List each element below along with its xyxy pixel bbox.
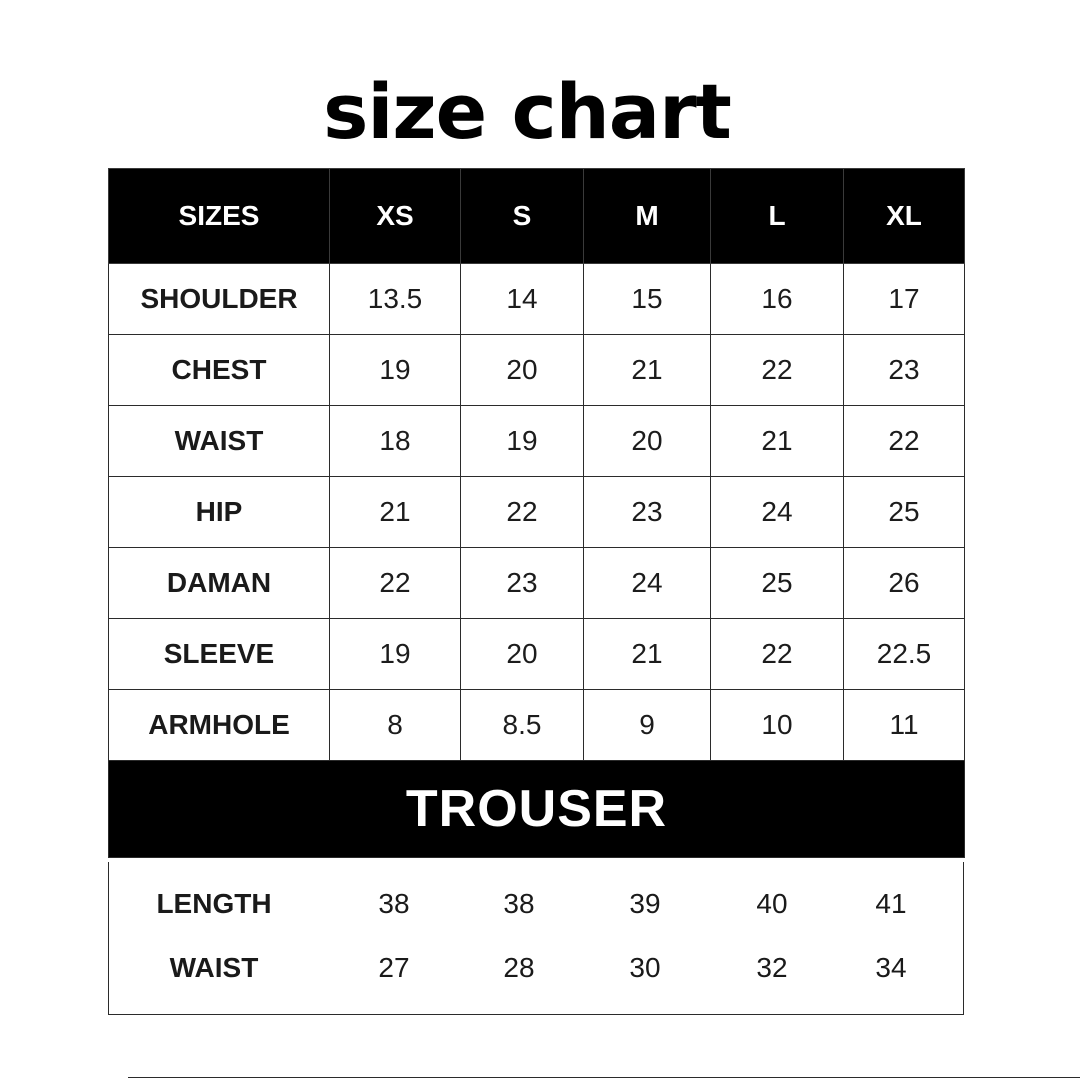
table-cell: 25: [711, 548, 844, 619]
table-cell: 27: [378, 952, 410, 983]
row-label: SLEEVE: [109, 619, 330, 690]
table-cell: 10: [711, 690, 844, 761]
table-cell: 34: [875, 952, 907, 983]
table-cell: 22: [711, 335, 844, 406]
trouser-heading-row: [109, 761, 965, 858]
table-cell: 15: [584, 264, 711, 335]
table-cell: 23: [461, 548, 584, 619]
row-label: WAIST: [169, 952, 259, 983]
table-cell: 30: [629, 952, 661, 983]
table-cell: 20: [461, 619, 584, 690]
table-cell: 21: [584, 619, 711, 690]
table-cell: 32: [756, 952, 788, 983]
table-cell: 21: [711, 406, 844, 477]
table-cell: 13.5: [330, 264, 461, 335]
table-row: [109, 406, 965, 477]
table-row: [109, 948, 963, 988]
trouser-table: [108, 862, 964, 1015]
table-cell: 21: [584, 335, 711, 406]
table-cell: 38: [503, 888, 535, 919]
column-header-l: L: [711, 169, 844, 264]
table-cell: 14: [461, 264, 584, 335]
table-cell: 19: [330, 619, 461, 690]
table-cell: 39: [629, 888, 661, 919]
row-label: HIP: [109, 477, 330, 548]
page-title: size chart: [323, 67, 731, 156]
column-header-s: S: [461, 169, 584, 264]
bottom-divider: [128, 1077, 1080, 1078]
table-cell: 8.5: [461, 690, 584, 761]
row-label: CHEST: [109, 335, 330, 406]
trouser-heading: TROUSER: [109, 761, 965, 858]
table-row: [109, 264, 965, 335]
table-cell: 40: [756, 888, 788, 919]
table-cell: 41: [875, 888, 907, 919]
column-header-sizes: SIZES: [109, 169, 330, 264]
table-cell: 23: [844, 335, 965, 406]
table-cell: 22: [844, 406, 965, 477]
table-cell: 20: [584, 406, 711, 477]
table-cell: 28: [503, 952, 535, 983]
row-label: LENGTH: [156, 888, 272, 919]
table-cell: 25: [844, 477, 965, 548]
table-row: [109, 619, 965, 690]
size-chart-table: [108, 168, 965, 858]
column-header-xs: XS: [330, 169, 461, 264]
table-cell: 22: [711, 619, 844, 690]
column-header-m: M: [584, 169, 711, 264]
row-label: SHOULDER: [109, 264, 330, 335]
table-cell: 8: [330, 690, 461, 761]
table-row: [109, 690, 965, 761]
table-cell: 22.5: [844, 619, 965, 690]
table-cell: 24: [711, 477, 844, 548]
row-label: WAIST: [109, 406, 330, 477]
column-header-xl: XL: [844, 169, 965, 264]
table-cell: 24: [584, 548, 711, 619]
table-row: [109, 335, 965, 406]
table-row: [109, 477, 965, 548]
table-cell: 22: [461, 477, 584, 548]
table-header-row: [109, 169, 965, 264]
table-cell: 17: [844, 264, 965, 335]
table-cell: 38: [378, 888, 410, 919]
table-cell: 21: [330, 477, 461, 548]
table-cell: 9: [584, 690, 711, 761]
table-row: [109, 884, 963, 924]
table-cell: 19: [461, 406, 584, 477]
table-cell: 23: [584, 477, 711, 548]
table-cell: 19: [330, 335, 461, 406]
table-cell: 18: [330, 406, 461, 477]
row-label: ARMHOLE: [109, 690, 330, 761]
table-cell: 11: [844, 690, 965, 761]
row-label: DAMAN: [109, 548, 330, 619]
table-cell: 26: [844, 548, 965, 619]
table-cell: 22: [330, 548, 461, 619]
table-row: [109, 548, 965, 619]
table-cell: 16: [711, 264, 844, 335]
table-cell: 20: [461, 335, 584, 406]
